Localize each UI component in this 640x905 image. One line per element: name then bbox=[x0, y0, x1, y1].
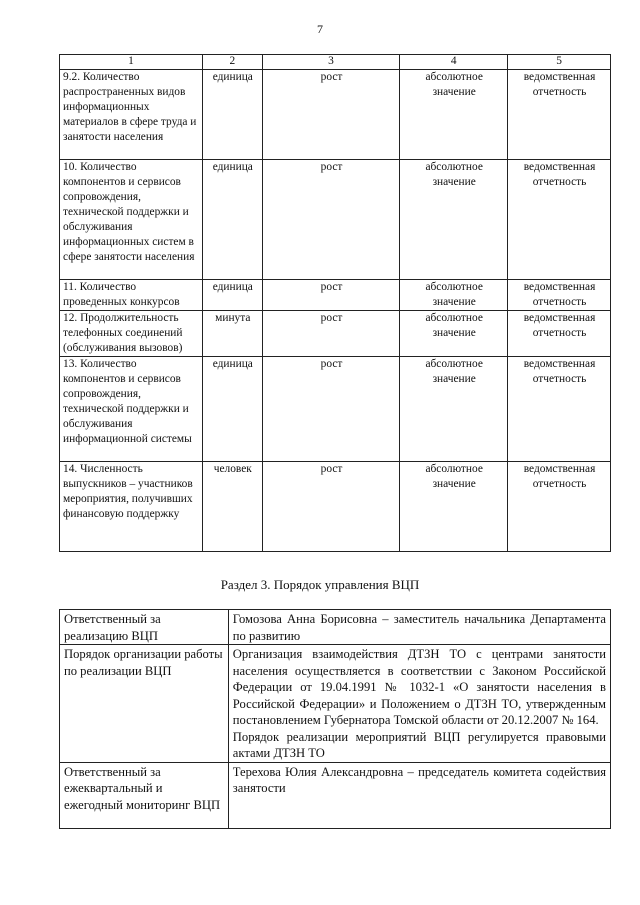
trend-cell: рост bbox=[262, 70, 400, 160]
content-paragraph: Гомозова Анна Борисовна – заместитель начальника Департамента по развитию bbox=[232, 612, 606, 643]
table-row bbox=[60, 610, 611, 645]
indicator-name: 12. Продолжительность телефонных соединений (обслуживания вызовов) bbox=[60, 311, 203, 357]
value-type-cell: абсолютное значение bbox=[400, 70, 508, 160]
table-row bbox=[60, 160, 611, 280]
table-row bbox=[60, 762, 611, 828]
source-cell: ведомственная отчетность bbox=[508, 160, 611, 280]
page-number: 7 bbox=[317, 22, 323, 36]
value-type-cell: абсолютное значение bbox=[400, 160, 508, 280]
source-cell: ведомственная отчетность bbox=[508, 70, 611, 160]
table-row bbox=[60, 70, 611, 160]
trend-cell: рост bbox=[262, 311, 400, 357]
value-type-cell: абсолютное значение bbox=[400, 357, 508, 462]
indicator-name: 10. Количество компонентов и сервисов сопровождения, технической поддержки и обслуживания информационных систем в сфере занятости населения bbox=[60, 160, 203, 280]
header-cell: 2 bbox=[202, 55, 262, 70]
header-cell: 3 bbox=[262, 55, 400, 70]
trend-cell: рост bbox=[262, 462, 400, 552]
indicators-table bbox=[59, 54, 611, 552]
row-label: Порядок организации работы по реализации ВЦП bbox=[60, 645, 229, 763]
unit-cell: человек bbox=[202, 462, 262, 552]
source-cell: ведомственная отчетность bbox=[508, 462, 611, 552]
source-cell: ведомственная отчетность bbox=[508, 280, 611, 311]
table-row bbox=[60, 462, 611, 552]
table-row bbox=[60, 645, 611, 763]
header-cell: 4 bbox=[400, 55, 508, 70]
trend-cell: рост bbox=[262, 280, 400, 311]
content-paragraph: Порядок реализации мероприятий ВЦП регулируется правовыми актами ДТЗН ТО bbox=[232, 729, 606, 760]
row-label: Ответственный за ежеквартальный и ежегодный мониторинг ВЦП bbox=[60, 762, 229, 828]
header-cell: 5 bbox=[508, 55, 611, 70]
table-row bbox=[60, 311, 611, 357]
row-content bbox=[228, 762, 610, 828]
value-type-cell: абсолютное значение bbox=[400, 311, 508, 357]
unit-cell: единица bbox=[202, 160, 262, 280]
row-label: Ответственный за реализацию ВЦП bbox=[60, 610, 229, 645]
unit-cell: единица bbox=[202, 280, 262, 311]
content-paragraph: Организация взаимодействия ДТЗН ТО с центрами занятости населения осуществляется в соответствии с Законом Российской Федерации от 19.04.1991 № 1032-1 «О занятости населения в Российской Федерации» и Положением о ДТЗН ТО, утвержденным постановлением Губернатора Томской области от 20.12.2007 № 164. bbox=[232, 647, 606, 727]
unit-cell: единица bbox=[202, 357, 262, 462]
table-row bbox=[60, 357, 611, 462]
unit-cell: минута bbox=[202, 311, 262, 357]
indicator-name: 11. Количество проведенных конкурсов bbox=[60, 280, 203, 311]
value-type-cell: абсолютное значение bbox=[400, 462, 508, 552]
section-title: Раздел 3. Порядок управления ВЦП bbox=[220, 577, 420, 592]
content-paragraph: Терехова Юлия Александровна – председатель комитета содействия занятости bbox=[232, 764, 606, 795]
indicator-name: 14. Численность выпускников – участников мероприятия, получивших финансовую поддержку bbox=[60, 462, 203, 552]
source-cell: ведомственная отчетность bbox=[508, 311, 611, 357]
management-table bbox=[59, 609, 611, 829]
table-row bbox=[60, 280, 611, 311]
row-content bbox=[228, 610, 610, 645]
trend-cell: рост bbox=[262, 160, 400, 280]
indicators-header-row bbox=[60, 55, 611, 70]
row-content bbox=[228, 645, 610, 763]
indicator-name: 9.2. Количество распространенных видов информационных материалов в сфере труда и занятости населения bbox=[60, 70, 203, 160]
value-type-cell: абсолютное значение bbox=[400, 280, 508, 311]
source-cell: ведомственная отчетность bbox=[508, 357, 611, 462]
indicator-name: 13. Количество компонентов и сервисов сопровождения, технической поддержки и обслуживания информационной системы bbox=[60, 357, 203, 462]
trend-cell: рост bbox=[262, 357, 400, 462]
unit-cell: единица bbox=[202, 70, 262, 160]
header-cell: 1 bbox=[60, 55, 203, 70]
